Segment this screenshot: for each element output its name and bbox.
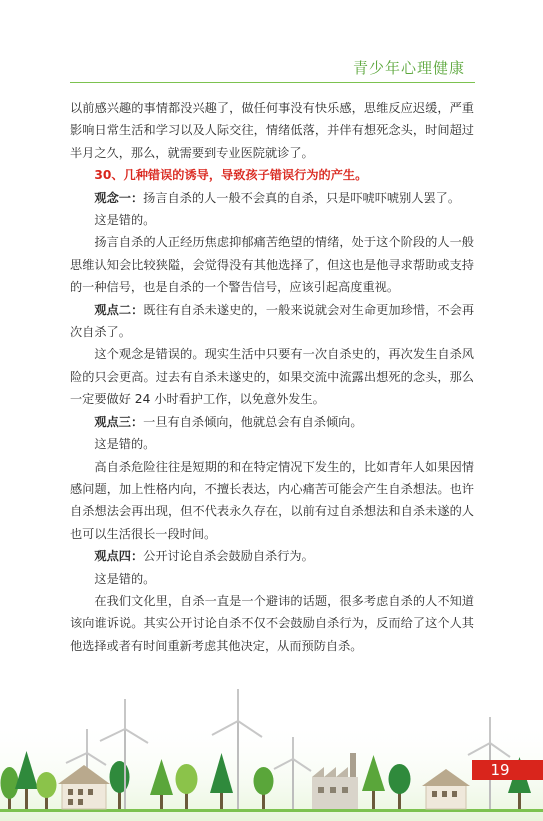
section-heading: 30、几种错误的诱导，导致孩子错误行为的产生。 bbox=[94, 168, 368, 183]
page-content bbox=[70, 97, 474, 657]
view-4-verdict: 这是错的。 bbox=[94, 571, 156, 586]
intro-paragraph: 以前感兴趣的事情都没兴趣了，做任何事没有快乐感，思维反应迟缓，严重影响日常生活和学习以及人际交往，情绪低落，并伴有想死念头，时间超过半月之久，那么，就需要到专业医院就诊了。 bbox=[70, 101, 474, 160]
view-4-text: 公开讨论自杀会鼓励自杀行为。 bbox=[143, 549, 314, 564]
view-4 bbox=[70, 545, 474, 567]
view-1-text: 扬言自杀的人一般不会真的自杀，只是吓唬吓唬别人罢了。 bbox=[143, 190, 461, 205]
footer-illustration bbox=[0, 681, 543, 821]
page-number: 19 bbox=[490, 761, 510, 779]
header-divider bbox=[70, 82, 475, 83]
view-3-verdict: 这是错的。 bbox=[94, 437, 156, 452]
view-3-explanation: 高自杀危险往往是短期的和在特定情况下发生的，比如青年人如果因情感问题，加上性格内向，不擅长表达，内心痛苦可能会产生自杀想法。也许自杀想法会再出现，但不代表永久存在，以前有过自杀想法和自杀未遂的人也可以生活很长一段时间。 bbox=[70, 459, 474, 541]
view-1-verdict: 这是错的。 bbox=[94, 213, 156, 228]
view-3-label: 观点三： bbox=[94, 414, 144, 429]
view-4-label: 观点四： bbox=[94, 549, 144, 564]
view-1-explanation: 扬言自杀的人正经历焦虑抑郁痛苦绝望的情绪，处于这个阶段的人一般思维认知会比较狭隘，会觉得没有其他选择了，但这也是他寻求帮助或支持的一种信号，也是自杀的一个警告信号，应该引起高度重视。 bbox=[70, 235, 474, 295]
view-2-text: 既往有自杀未遂史的，一般来说就会对生命更加珍惜，不会再次自杀了。 bbox=[70, 302, 475, 340]
view-4-explanation: 在我们文化里，自杀一直是一个避讳的话题，很多考虑自杀的人不知道该向谁诉说。其实公开讨论自杀不仅不会鼓励自杀行为，反而给了这个人其他选择或者有时间重新考虑其他决定，从而预防自杀。 bbox=[70, 593, 474, 653]
view-1 bbox=[70, 187, 474, 209]
view-2-label: 观点二： bbox=[94, 302, 144, 317]
view-3-text: 一旦有自杀倾向，他就总会有自杀倾向。 bbox=[143, 414, 363, 429]
header-title: 青少年心理健康 bbox=[352, 59, 465, 77]
view-3 bbox=[70, 411, 474, 433]
view-1-label: 观念一： bbox=[94, 190, 144, 205]
page-number-badge bbox=[472, 760, 543, 780]
view-2-verdict: 这个观念是错误的。现实生活中只要有一次自杀史的，再次发生自杀风险的只会更高。过去有自杀未遂史的，如果交流中流露出想死的念头，那么一定要做好 24 小时看护工作，以免意外发生。 bbox=[70, 347, 474, 407]
view-2 bbox=[70, 299, 474, 344]
